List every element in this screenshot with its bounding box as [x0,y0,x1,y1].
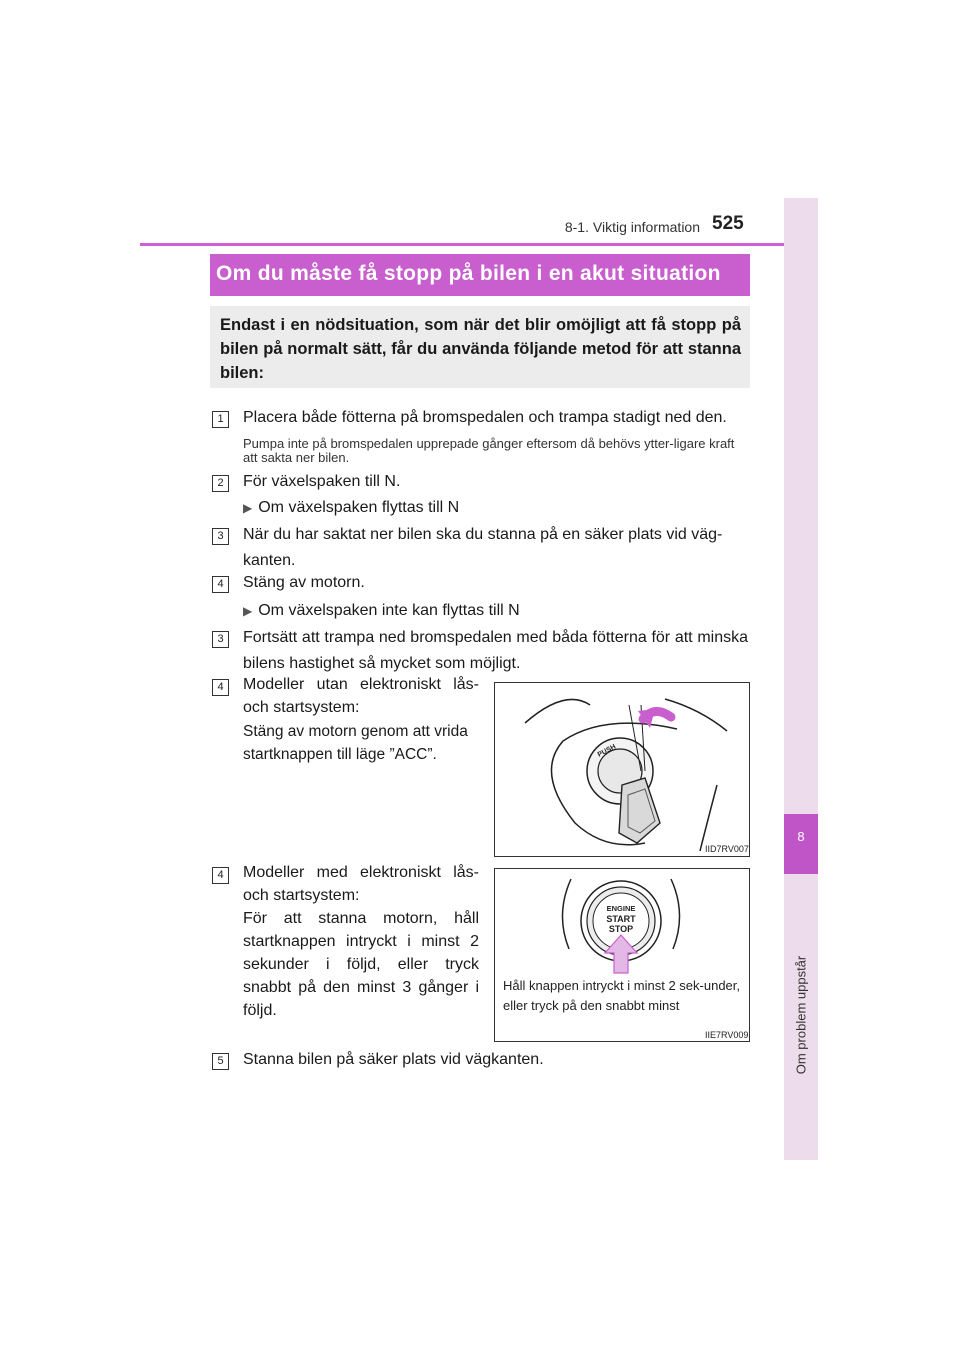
page-number: 525 [712,213,744,234]
header-rule [140,243,818,246]
button-line-stop: STOP [608,924,634,934]
step-text: Modeller utan elektroniskt lås- och startsystem: [243,676,479,716]
step-number: 5 [212,1053,229,1070]
step-note: Pumpa inte på bromspedalen upprepade gånger eftersom då behövs ytter-ligare kraft att sakta ner bilen. [243,436,735,465]
figure-code: IIE7RV009 [705,1030,749,1040]
step-text: Fortsätt att trampa ned bromspedalen med båda fötterna för att minska bilens hastighet så mycket som möjligt. [243,629,748,672]
step-text: Modeller med elektroniskt lås- och startsystem: [243,864,479,904]
step-detail: Stäng av motorn genom att vrida startknappen till läge ”ACC”. [243,723,468,763]
step-number: 3 [212,528,229,545]
step-number: 4 [212,679,229,696]
chapter-label: Om problem uppstår [793,955,809,1075]
chapter-number-box [784,814,818,874]
start-button-illustration [494,868,750,1042]
intro-text: Endast i en nödsituation, som när det blir omöjligt att få stopp på bilen på normalt sätt, får du använda följande metod för att stanna bilen: [220,316,741,382]
push-label: PUSH [596,743,618,759]
condition-text: Om växelspaken flyttas till N [258,499,460,516]
key-switch-illustration [494,682,750,857]
step-text: För växelspaken till N. [243,473,401,490]
button-line-start: START [606,914,636,924]
arrow-icon: ▶ [243,501,253,515]
section-heading: 8-1. Viktig information [564,219,700,235]
page-title: Om du måste få stopp på bilen i en akut situation [216,262,721,285]
figure-caption: Håll knappen intryckt i minst 2 sek-under, eller tryck på den snabbt minst [503,978,740,1013]
step-number: 1 [212,411,229,428]
figure-code: IID7RV007 [705,844,749,854]
step-text: När du har saktat ner bilen ska du stanna på en säker plats vid väg-kanten. [243,526,723,569]
chapter-number: 8 [797,829,805,844]
step-text: Stanna bilen på säker plats vid vägkanten. [243,1051,544,1068]
step-number: 2 [212,475,229,492]
arrow-icon: ▶ [243,604,253,618]
step-detail: För att stanna motorn, håll startknappen intryckt i minst 2 sekunder i följd, eller tryck snabbt på den minst 3 gånger i följd. [243,910,479,1019]
condition-line [243,598,520,624]
button-line-engine: ENGINE [606,904,636,913]
step-number: 3 [212,631,229,648]
step-number: 4 [212,867,229,884]
step-text: Placera både fötterna på bromspedalen och trampa stadigt ned den. [243,409,727,426]
condition-text: Om växelspaken inte kan flyttas till N [258,602,520,619]
condition-line [243,495,459,521]
key-switch-drawing [495,683,749,856]
step-number: 4 [212,576,229,593]
step-text: Stäng av motorn. [243,574,365,591]
